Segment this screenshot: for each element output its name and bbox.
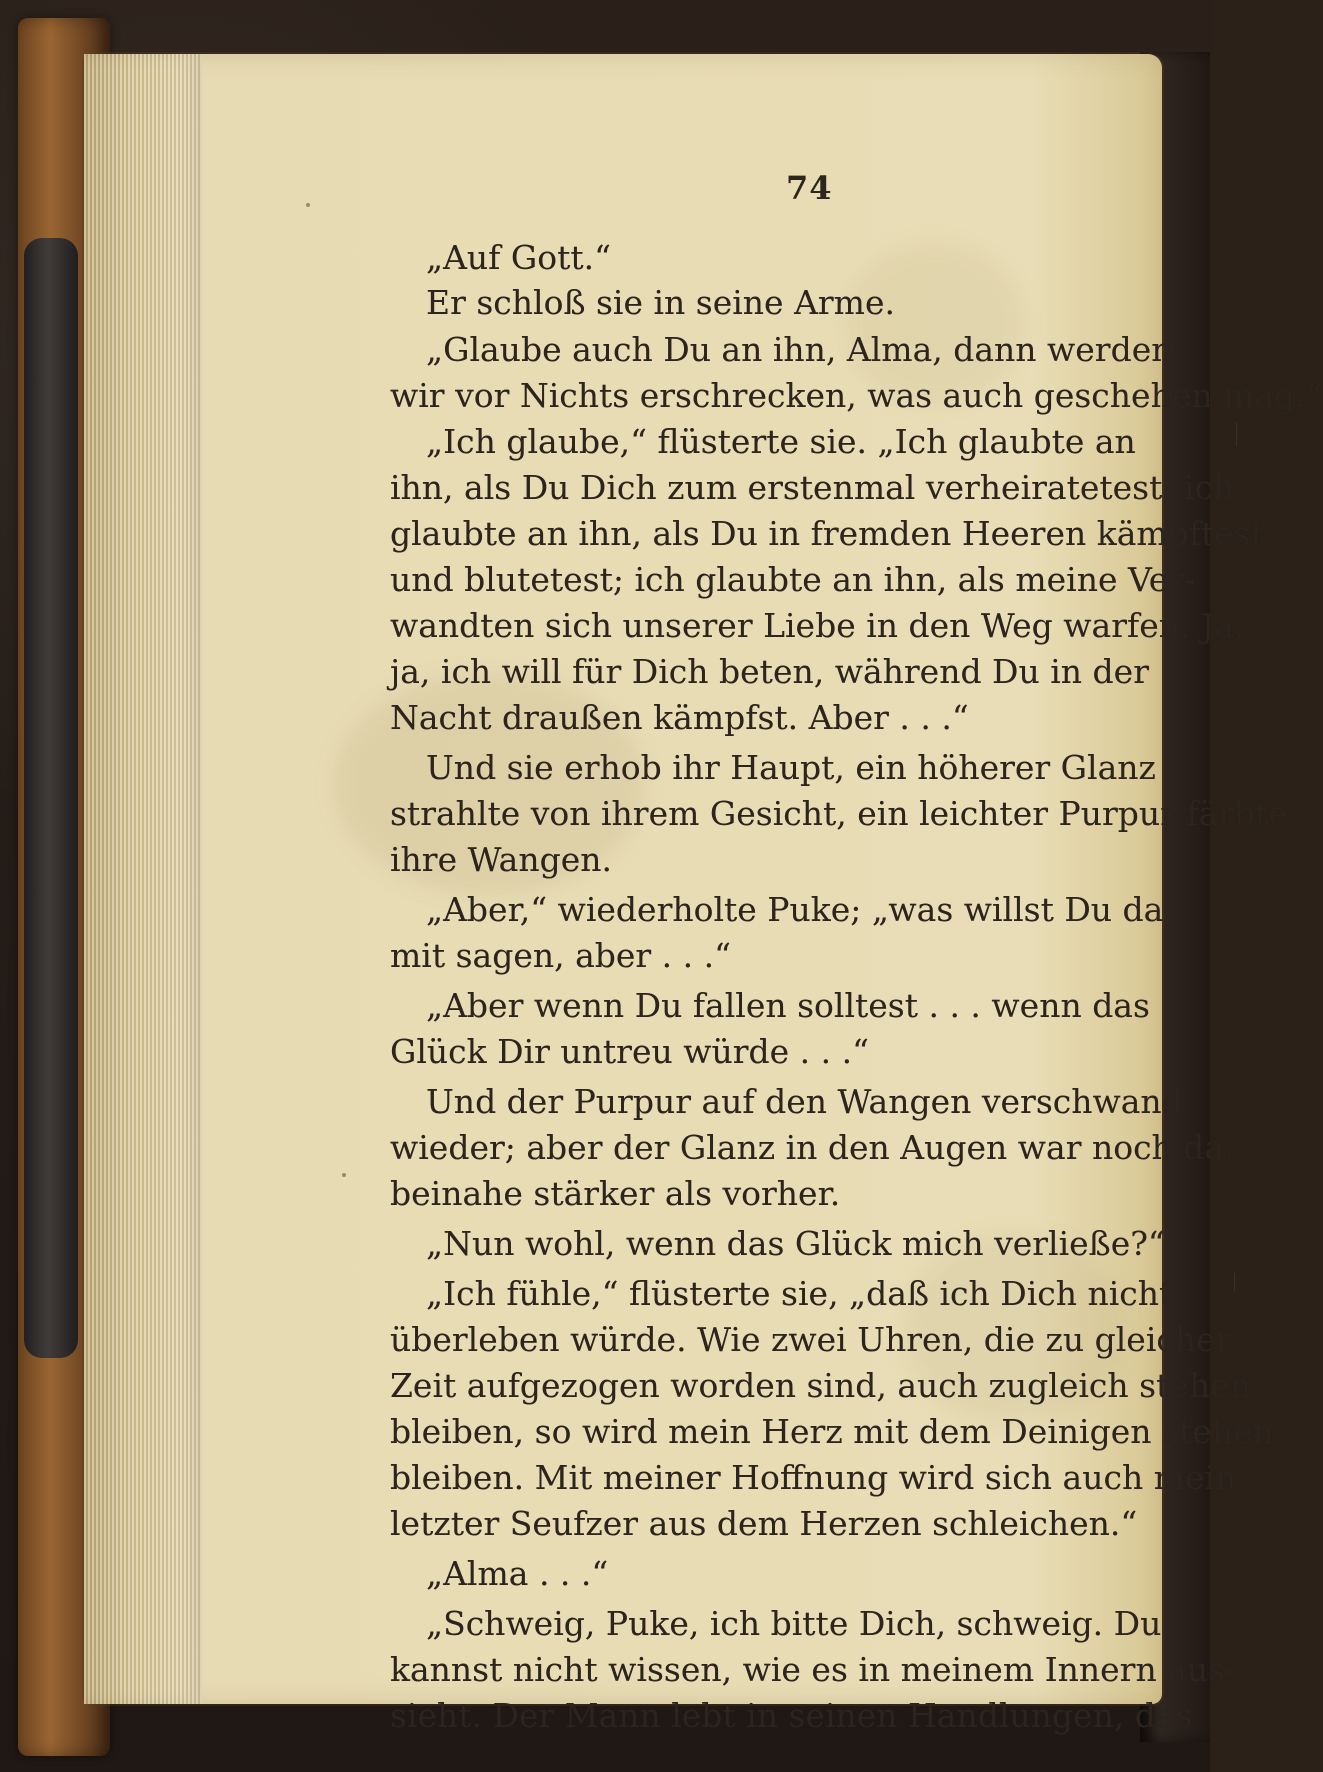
text-line: wandten sich unserer Liebe in den Weg warfen. Ja, <box>390 606 1245 645</box>
text-line: und blutetest; ich glaubte an ihn, als meine Ver- <box>390 560 1196 599</box>
margin-mark <box>1236 422 1237 446</box>
text-line: „Glaube auch Du an ihn, Alma, dann werden <box>426 330 1173 369</box>
text-line: kannst nicht wissen, wie es in meinem Innern aus- <box>390 1650 1237 1689</box>
paper-speck <box>306 203 310 207</box>
text-line: „Nun wohl, wenn das Glück mich verließe?“ <box>426 1224 1165 1263</box>
text-line: ihn, als Du Dich zum erstenmal verheiratetest; ich <box>390 468 1235 507</box>
text-line: Und der Purpur auf den Wangen verschwand <box>426 1082 1183 1121</box>
text-line: „Aber wenn Du fallen solltest . . . wenn das <box>426 986 1150 1025</box>
text-line: bleiben. Mit meiner Hoffnung wird sich auch mein <box>390 1458 1237 1497</box>
text-line: beinahe stärker als vorher. <box>390 1174 841 1213</box>
text-line: „Alma . . .“ <box>426 1554 609 1593</box>
page-number: 74 <box>786 169 833 207</box>
text-line: wieder; aber der Glanz in den Augen war noch da, <box>390 1128 1235 1167</box>
text-line: Glück Dir untreu würde . . .“ <box>390 1032 869 1071</box>
text-line: wir vor Nichts erschrecken, was auch geschehen mag.“ <box>390 376 1323 415</box>
page-edge-stack <box>84 54 202 1704</box>
text-line: „Ich glaube,“ flüsterte sie. „Ich glaubte an <box>426 422 1136 461</box>
text-line: mit sagen, aber . . .“ <box>390 936 732 975</box>
text-line: Zeit aufgezogen worden sind, auch zugleich stehen <box>390 1366 1251 1405</box>
text-line: Er schloß sie in seine Arme. <box>426 283 895 322</box>
text-line: glaubte an ihn, als Du in fremden Heeren kämpftest <box>390 514 1265 553</box>
text-line: Nacht draußen kämpfst. Aber . . .“ <box>390 698 969 737</box>
text-line: ja, ich will für Dich beten, während Du in der <box>390 652 1149 691</box>
paper-speck <box>342 1173 346 1177</box>
text-line: bleiben, so wird mein Herz mit dem Deinigen stehen <box>390 1412 1274 1451</box>
text-line: „Ich fühle,“ flüsterte sie, „daß ich Dich nicht <box>426 1274 1173 1313</box>
open-book-page <box>84 54 1323 1735</box>
text-line: letzter Seufzer aus dem Herzen schleichen.“ <box>390 1504 1138 1543</box>
text-line: Und sie erhob ihr Haupt, ein höherer Glanz <box>426 748 1156 787</box>
text-line: „Aber,“ wiederholte Puke; „was willst Du da- <box>426 890 1175 929</box>
text-line: sieht. Der Mann lebt in seinen Handlungen, das <box>390 1696 1193 1735</box>
text-line: „Auf Gott.“ <box>426 238 611 277</box>
text-line: strahlte von ihrem Gesicht, ein leichter Purpur färbte <box>390 794 1288 833</box>
margin-mark <box>1234 1273 1235 1291</box>
text-line: überleben würde. Wie zwei Uhren, die zu gleicher <box>390 1320 1232 1359</box>
text-page <box>304 169 1323 1749</box>
text-line: „Schweig, Puke, ich bitte Dich, schweig. Du <box>426 1604 1162 1643</box>
text-line: ihre Wangen. <box>390 840 612 879</box>
